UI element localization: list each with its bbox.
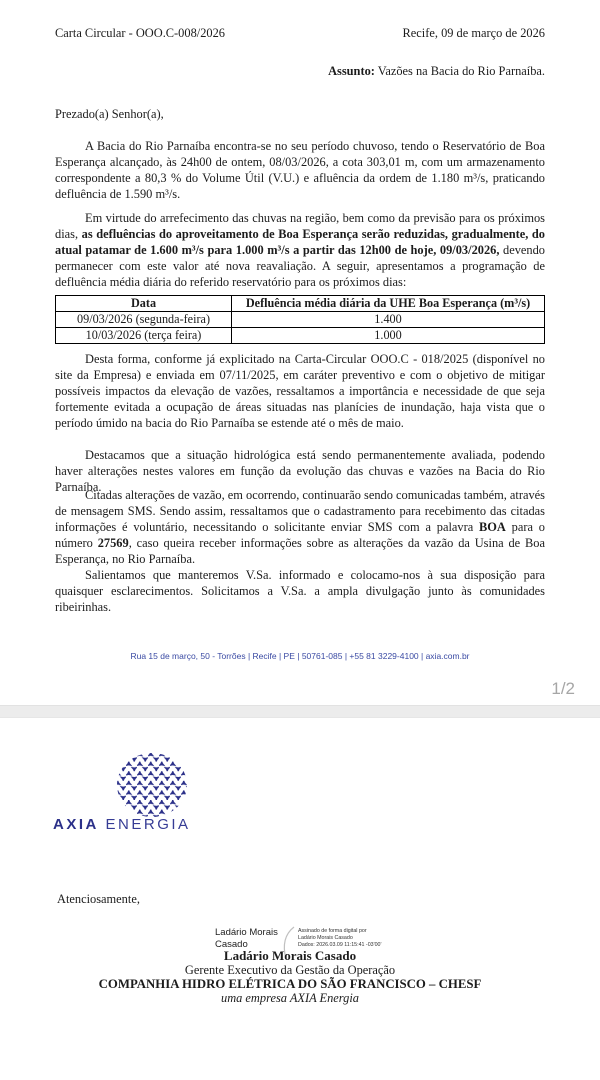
paragraph-1: A Bacia do Rio Parnaíba encontra-se no seu período chuvoso, tendo o Reservatório de Boa Esperança alcançado, às 24h00 de ontem, 08/03/2026, a cota 303,01 m, com um armazenamento correspondente a 80,3 % do Volume Útil (V.U.) e afluência da ordem de 1.180 m³/s, praticando defluência de 1.590 m³/s. (55, 139, 545, 201)
paragraph-5-normal-3: , caso queira receber informações sobre as alterações da vazão da Usina de Boa Esperança, no Rio Parnaíba. (55, 536, 545, 566)
signature-block (40, 949, 540, 1005)
digital-signature-line1: Assinado de forma digital por (298, 928, 367, 934)
table-row (56, 312, 545, 328)
digital-signature-line2: Ladário Morais Casado (298, 935, 353, 942)
letter-date: Recife, 09 de março de 2026 (402, 26, 545, 40)
signer-company: COMPANHIA HIDRO ELÉTRICA DO SÃO FRANCISCO – CHESF (98, 977, 482, 991)
table-cell-date: 09/03/2026 (segunda-feira) (56, 312, 232, 328)
table-cell-date: 10/03/2026 (terça feira) (56, 328, 232, 344)
page-indicator: 1/2 (551, 679, 575, 698)
paragraph-5-normal-1: Citadas alterações de vazão, em ocorrendo, continuarão sendo comunicadas também, através de mensagem SMS. Sendo assim, ressaltamos que o cadastramento para recebimento das citadas informações é voluntário, necessitando o solicitante enviar SMS com a palavra (55, 488, 545, 534)
digital-signature-details (298, 928, 382, 950)
paragraph-4: Destacamos que a situação hidrológica está sendo permanentemente avaliada, podendo haver alterações nestes valores em função da evolução das chuvas e vazões na Bacia do Rio Parnaíba. (55, 448, 545, 494)
axia-energia-wordmark (53, 816, 191, 833)
table-cell-value: 1.000 (232, 328, 545, 344)
paragraph-6: Salientamos que manteremos V.Sa. informado e colocamo-nos à sua disposição para quaisquer esclarecimentos. Solicitamos a V.Sa. a ampla divulgação junto às comunidades ribeirinhas. (55, 568, 545, 614)
signer-name: Ladário Morais Casado (223, 948, 357, 963)
closing-salutation: Atenciosamente, (57, 892, 140, 906)
logo-word-energia: ENERGIA (105, 816, 191, 833)
letterhead-footer: Rua 15 de março, 50 - Torrões | Recife | PE | 50761-085 | +55 81 3229-4100 | axia.com.br (130, 651, 470, 661)
paragraph-3: Desta forma, conforme já explicitado na Carta-Circular OOO.C - 018/2025 (disponível no site da Empresa) e enviada em 07/11/2025, em caráter preventivo e com o objetivo de mitigar possíveis impactos da elevação de vazões, ressaltamos a importância e necessidade de que seja fortemente evitada a ocupação de áreas situadas nas planícies de inundação, haja vista que o período úmido na bacia do Rio Parnaíba se estende até o mês de maio. (55, 352, 545, 430)
digital-signature-line3: Dados: 2026.03.09 11:15:41 -03'00' (298, 942, 382, 949)
company-tagline: uma empresa AXIA Energia (221, 991, 359, 1005)
paragraph-5 (55, 487, 545, 567)
paragraph-5-bold-number: 27569 (97, 536, 129, 550)
axia-globe-logo-icon (115, 752, 189, 825)
table-header-defluencia: Defluência média diária da UHE Boa Esperança (m³/s) (232, 296, 545, 312)
paragraph-5-bold-boa: BOA (479, 520, 506, 534)
paragraph-5-normal-2: para o número (55, 520, 545, 550)
paragraph-2-normal-1: Em virtude do arrefecimento das chuvas na região, bem como da previsão para os próximos dias, (55, 211, 545, 241)
paragraph-2-bold: as defluências do aproveitamento de Boa Esperança serão reduzidas, gradualmente, do atual patamar de 1.600 m³/s para 1.000 m³/s a partir das 12h00 de hoje, 09/03/2026, (55, 227, 545, 257)
signature-printed-line1: Ladário Morais (215, 927, 278, 938)
table-header-data: Data (56, 296, 232, 312)
signer-role: Gerente Executivo da Gestão da Operação (184, 963, 396, 977)
logo-word-axia: AXIA (53, 816, 99, 833)
salutation: Prezado(a) Senhor(a), (55, 107, 164, 121)
page-separator (0, 705, 600, 718)
letter-header (55, 26, 545, 41)
subject-line (55, 64, 545, 79)
paragraph-2 (55, 210, 545, 290)
subject-label: Assunto: (328, 64, 375, 78)
signature-printed-line2: Casado (215, 939, 248, 950)
table-header-row (56, 296, 545, 312)
paragraph-2-normal-2: devendo permanecer com este valor até nova reavaliação. A seguir, apresentamos a programação de defluência média diária do referido reservatório para os próximos dias: (55, 243, 545, 289)
defluencia-table (55, 295, 545, 344)
subject-text: Vazões na Bacia do Rio Parnaíba. (374, 64, 545, 78)
letter-reference: Carta Circular - OOO.C-008/2026 (55, 26, 225, 40)
table-row (56, 328, 545, 344)
table-cell-value: 1.400 (232, 312, 545, 328)
